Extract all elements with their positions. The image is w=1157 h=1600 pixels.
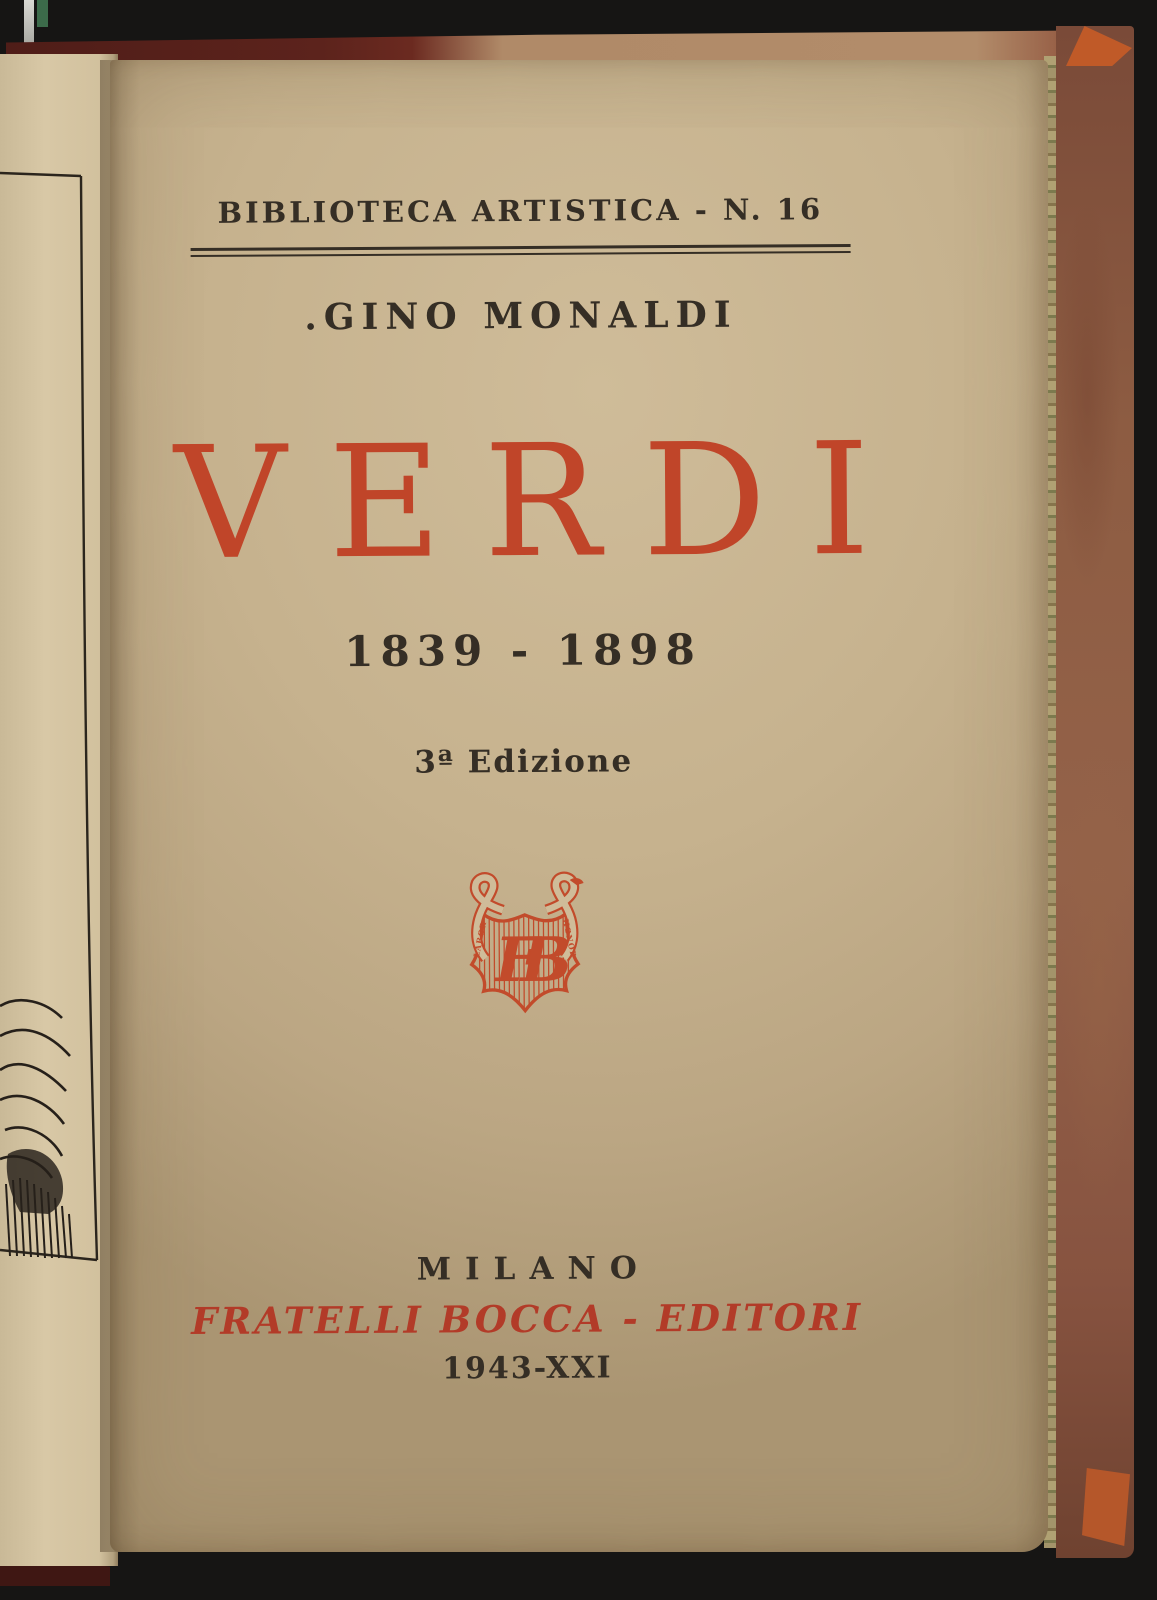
svg-text:HONOR: HONOR bbox=[560, 918, 579, 959]
publisher-emblem bbox=[455, 870, 594, 1025]
life-dates: 1839 - 1898 bbox=[344, 624, 702, 677]
imprint-city: MILANO bbox=[416, 1250, 651, 1288]
imprint-publisher: FRATELLI BOCCA - EDITORI bbox=[190, 1294, 864, 1344]
book-cover-right bbox=[1056, 26, 1134, 1558]
svg-text:FB: FB bbox=[494, 924, 555, 997]
background-green-strip bbox=[37, 0, 48, 27]
imprint-year: 1943-XXI bbox=[442, 1350, 613, 1387]
edition-statement: 3ª Edizione bbox=[414, 743, 634, 781]
author-name: .GINO MONALDI bbox=[304, 293, 738, 339]
svg-text:LABOR: LABOR bbox=[472, 920, 489, 959]
book-title: VERDI bbox=[173, 408, 913, 595]
series-header: BIBLIOTECA ARTISTICA - N. 16 bbox=[217, 192, 824, 230]
title-page-text bbox=[109, 0, 939, 1600]
double-rule bbox=[191, 244, 851, 257]
cover-corner-bottom bbox=[1082, 1468, 1130, 1546]
